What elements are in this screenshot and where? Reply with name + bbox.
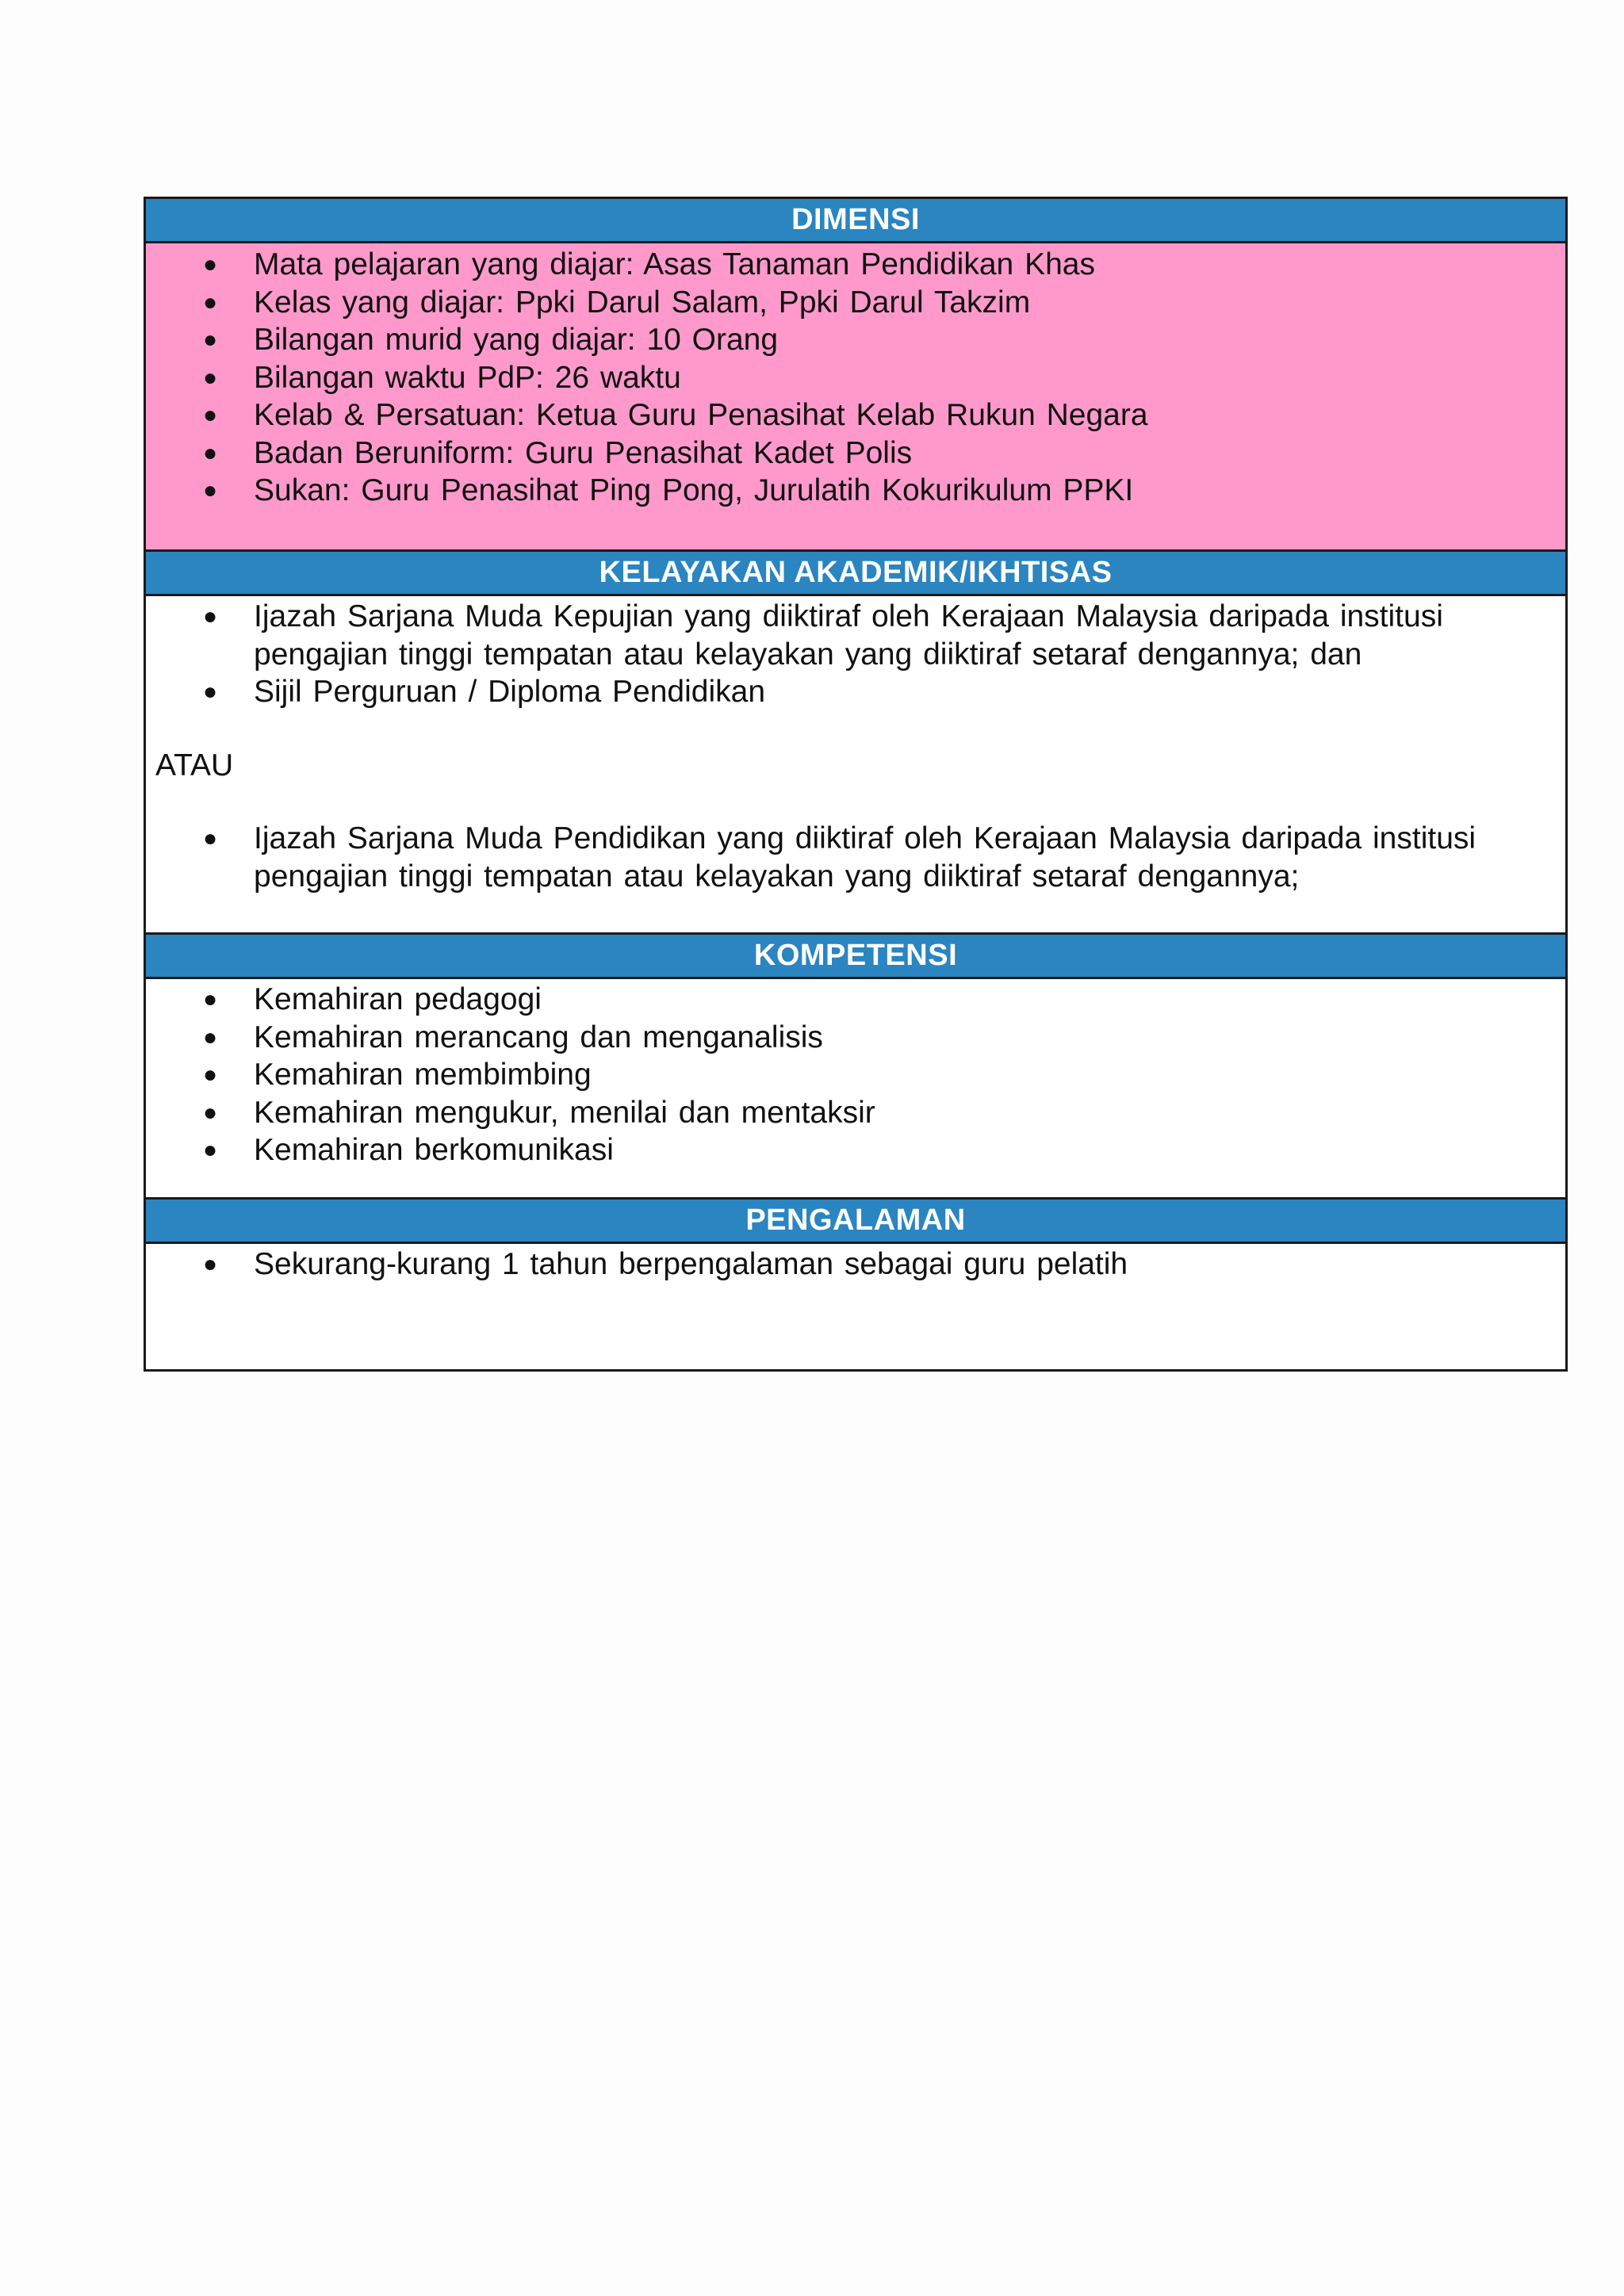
list-item: ● Kemahiran mengukur, menilai dan mentaksir bbox=[146, 1094, 1565, 1132]
list-item: ● Ijazah Sarjana Muda Pendidikan yang diiktiraf oleh Kerajaan Malaysia daripada institusi pengajian tinggi tempatan atau kelayakan yang diiktiraf setaraf dengannya; bbox=[146, 820, 1565, 895]
kompetensi-list bbox=[146, 981, 1565, 1169]
dimensi-list bbox=[146, 246, 1565, 510]
list-item: ● Bilangan murid yang diajar: 10 Orang bbox=[146, 321, 1565, 359]
list-item: ● Kelas yang diajar: Ppki Darul Salam, Ppki Darul Takzim bbox=[146, 284, 1565, 322]
list-item: ● Kemahiran membimbing bbox=[146, 1056, 1565, 1094]
list-item: ● Ijazah Sarjana Muda Kepujian yang diiktiraf oleh Kerajaan Malaysia daripada institusi pengajian tinggi tempatan atau kelayakan yang diiktiraf setaraf dengannya; dan bbox=[146, 598, 1565, 673]
pengalaman-list bbox=[146, 1246, 1565, 1284]
akademik-list-b bbox=[146, 820, 1565, 895]
list-item: ● Sukan: Guru Penasihat Ping Pong, Jurulatih Kokurikulum PPKI bbox=[146, 472, 1565, 510]
section-body-kompetensi bbox=[146, 979, 1565, 1200]
section-body-pengalaman bbox=[146, 1244, 1565, 1369]
list-item: ● Kemahiran pedagogi bbox=[146, 981, 1565, 1019]
list-item: ● Badan Beruniform: Guru Penasihat Kadet Polis bbox=[146, 434, 1565, 473]
section-header-akademik: KELAYAKAN AKADEMIK/IKHTISAS bbox=[146, 552, 1565, 596]
list-item: ● Kelab & Persatuan: Ketua Guru Penasihat Kelab Rukun Negara bbox=[146, 396, 1565, 434]
list-item: ● Bilangan waktu PdP: 26 waktu bbox=[146, 359, 1565, 397]
section-body-dimensi bbox=[146, 243, 1565, 552]
list-item: ● Mata pelajaran yang diajar: Asas Tanaman Pendidikan Khas bbox=[146, 246, 1565, 284]
akademik-list-a bbox=[146, 598, 1565, 711]
list-item: ● Sijil Perguruan / Diploma Pendidikan bbox=[146, 673, 1565, 711]
section-header-dimensi: DIMENSI bbox=[146, 199, 1565, 243]
section-body-akademik bbox=[146, 596, 1565, 935]
list-item: ● Kemahiran berkomunikasi bbox=[146, 1131, 1565, 1169]
list-item: ● Kemahiran merancang dan menganalisis bbox=[146, 1019, 1565, 1057]
section-header-kompetensi: KOMPETENSI bbox=[146, 935, 1565, 979]
list-item: ● Sekurang-kurang 1 tahun berpengalaman sebagai guru pelatih bbox=[146, 1246, 1565, 1284]
profile-table bbox=[144, 197, 1568, 1372]
separator-text: ATAU bbox=[155, 748, 234, 783]
section-header-pengalaman: PENGALAMAN bbox=[146, 1200, 1565, 1244]
